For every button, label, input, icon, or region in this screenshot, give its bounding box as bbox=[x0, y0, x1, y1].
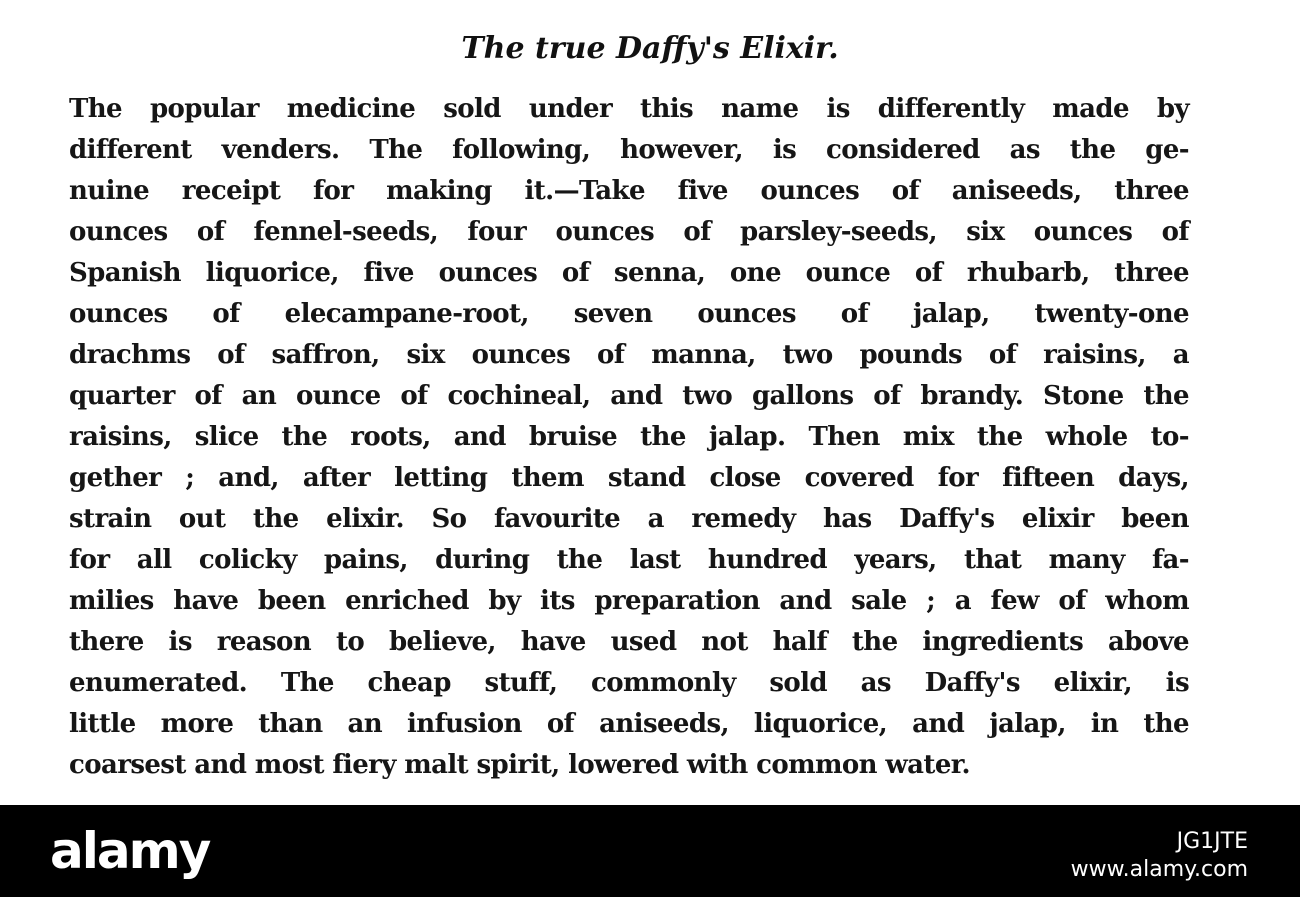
text-line: enumerated. The cheap stuff, commonly sold as Daffy's elixir, is bbox=[69, 668, 1189, 698]
text-line: nuine receipt for making it.—Take five ounces of aniseeds, three bbox=[69, 176, 1189, 206]
text-line: raisins, slice the roots, and bruise the jalap. Then mix the whole to- bbox=[69, 422, 1189, 452]
watermark-bar bbox=[0, 805, 1300, 897]
document-title: The true Daffy's Elixir. bbox=[461, 31, 839, 66]
text-line: little more than an infusion of aniseeds, liquorice, and jalap, in the bbox=[69, 709, 1189, 739]
image-id: JG1JTE bbox=[1176, 829, 1248, 854]
text-line: quarter of an ounce of cochineal, and two gallons of brandy. Stone the bbox=[69, 381, 1189, 411]
site-url: www.alamy.com bbox=[1070, 857, 1248, 882]
alamy-logo: alamy bbox=[50, 822, 210, 880]
text-line: for all colicky pains, during the last hundred years, that many fa- bbox=[69, 545, 1189, 575]
text-line: The popular medicine sold under this name is differently made by bbox=[69, 94, 1189, 124]
body-text bbox=[69, 89, 1189, 786]
text-line: different venders. The following, however, is considered as the ge- bbox=[69, 135, 1189, 165]
text-line: ounces of fennel-seeds, four ounces of parsley-seeds, six ounces of bbox=[69, 217, 1189, 247]
text-line: Spanish liquorice, five ounces of senna, one ounce of rhubarb, three bbox=[69, 258, 1189, 288]
text-line: ounces of elecampane-root, seven ounces of jalap, twenty-one bbox=[69, 299, 1189, 329]
text-line: milies have been enriched by its preparation and sale ; a few of whom bbox=[69, 586, 1189, 616]
text-line: drachms of saffron, six ounces of manna, two pounds of raisins, a bbox=[69, 340, 1189, 370]
text-line: strain out the elixir. So favourite a remedy has Daffy's elixir been bbox=[69, 504, 1189, 534]
text-line: gether ; and, after letting them stand close covered for fifteen days, bbox=[69, 463, 1189, 493]
text-line: coarsest and most fiery malt spirit, lowered with common water. bbox=[69, 750, 970, 780]
text-line: there is reason to believe, have used not half the ingredients above bbox=[69, 627, 1189, 657]
